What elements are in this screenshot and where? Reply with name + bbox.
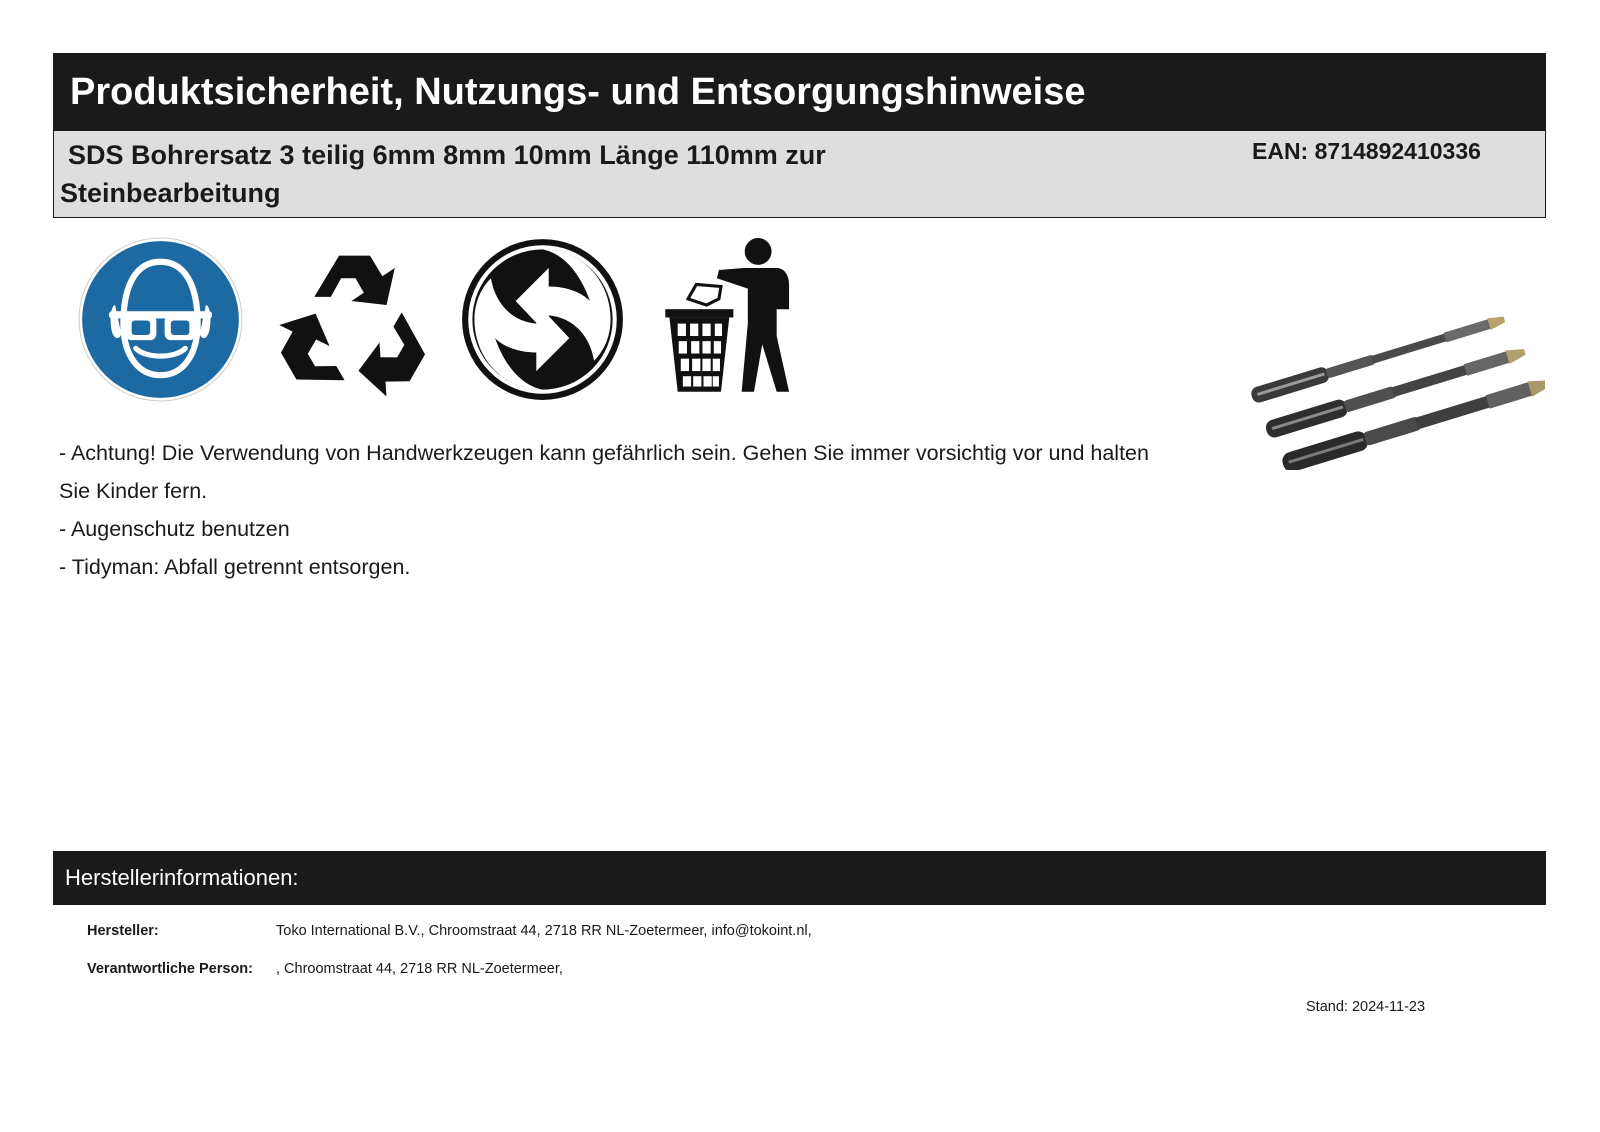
hersteller-value: Toko International B.V., Chroomstraat 44, 2718 RR NL-Zoetermeer, info@tokoint.nl, xyxy=(276,923,812,939)
stand-date: Stand: 2024-11-23 xyxy=(1306,999,1426,1015)
page-title: Produktsicherheit, Nutzungs- und Entsorgungshinweise xyxy=(70,71,1086,113)
safety-notes xyxy=(59,434,1169,586)
note-tidyman: - Tidyman: Abfall getrennt entsorgen. xyxy=(59,555,411,579)
note-eye-protection: - Augenschutz benutzen xyxy=(59,517,290,541)
tidyman-icon xyxy=(655,237,820,402)
product-bar xyxy=(53,131,1546,218)
manufacturer-heading: Herstellerinformationen: xyxy=(65,865,299,890)
title-bar xyxy=(53,53,1546,131)
product-image xyxy=(1245,288,1545,470)
note-warning: - Achtung! Die Verwendung von Handwerkzeugen kann gefährlich sein. Gehen Sie immer vorsichtig vor und halten Sie Kinder fern. xyxy=(59,441,1149,503)
responsible-person-value: , Chroomstraat 44, 2718 RR NL-Zoetermeer, xyxy=(276,961,563,977)
hersteller-label: Hersteller: xyxy=(87,923,159,939)
manufacturer-bar xyxy=(53,851,1546,905)
eye-protection-icon xyxy=(78,237,243,402)
responsible-person-label: Verantwortliche Person: xyxy=(87,961,253,977)
product-name: SDS Bohrersatz 3 teilig 6mm 8mm 10mm Länge 110mm zur Steinbearbeitung xyxy=(60,140,826,208)
ean-number: EAN: 8714892410336 xyxy=(1252,138,1481,164)
recycling-icon xyxy=(271,237,436,402)
green-dot-icon xyxy=(460,237,625,402)
